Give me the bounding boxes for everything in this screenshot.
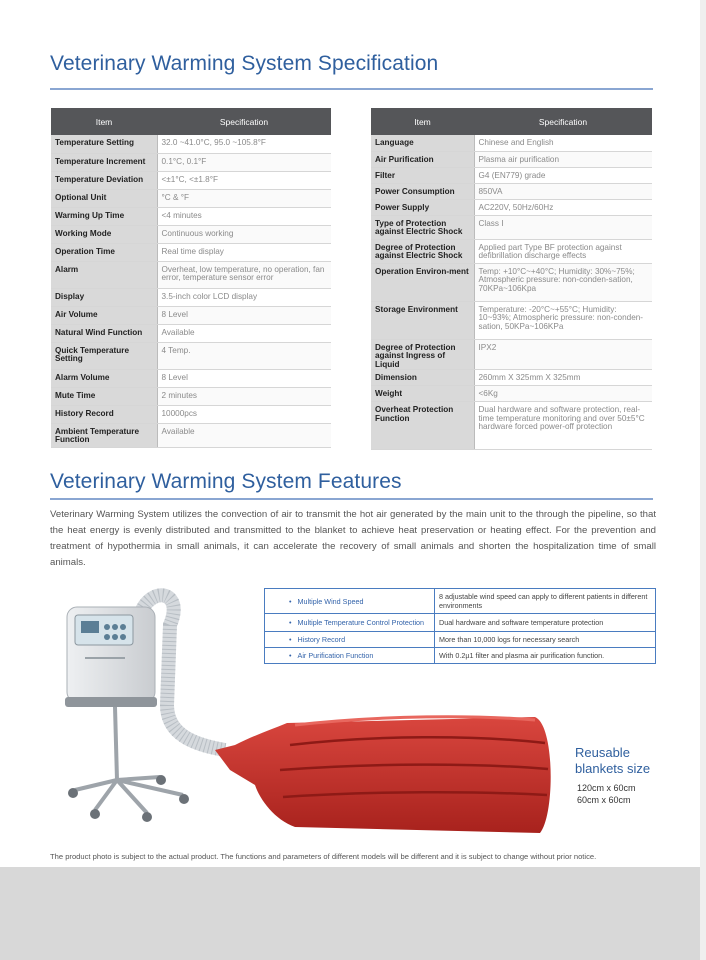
left-spec-item-value: Overheat, low temperature, no operation, fan error, temperature sensor error bbox=[157, 261, 331, 288]
right-spec-table bbox=[371, 108, 652, 450]
left-spec-item-label: Air Volume bbox=[51, 306, 157, 324]
right-spec-item-label: Type of Protection against Electric Shock bbox=[371, 215, 474, 239]
feature-name: • Multiple Wind Speed bbox=[265, 589, 435, 614]
left-spec-row bbox=[51, 171, 331, 189]
footer-band bbox=[0, 867, 706, 960]
feature-name: • Multiple Temperature Control Protection bbox=[265, 614, 435, 632]
right-spec-item-value: Chinese and English bbox=[474, 135, 652, 151]
left-spec-item-value: 8 Level bbox=[157, 369, 331, 387]
right-spec-item-label: Air Purification bbox=[371, 151, 474, 167]
left-spec-item-label: Operation Time bbox=[51, 243, 157, 261]
right-spec-item-label: Language bbox=[371, 135, 474, 151]
right-spec-item-value: Applied part Type BF protection against defibrillation discharge effects bbox=[474, 239, 652, 263]
left-spec-item-value: 8 Level bbox=[157, 306, 331, 324]
blanket-sizes bbox=[577, 782, 636, 806]
title-divider bbox=[50, 88, 653, 90]
right-spec-item-label: Operation Environ-ment bbox=[371, 263, 474, 301]
right-spec-item-label: Overheat Protection Function bbox=[371, 402, 474, 450]
left-spec-item-label: Working Mode bbox=[51, 225, 157, 243]
right-spec-row bbox=[371, 183, 652, 199]
left-spec-item-label: Optional Unit bbox=[51, 189, 157, 207]
left-spec-item-value: Real time display bbox=[157, 243, 331, 261]
right-spec-item-label: Weight bbox=[371, 386, 474, 402]
blanket-title-line1: Reusable bbox=[575, 745, 630, 760]
features-paragraph: Veterinary Warming System utilizes the convection of air to transmit the hot air generated by the main unit to the through the pipeline, so that the heat energy is evenly distributed and transmitted to the blanket to achieve heat preservation or heating effect. For the prevention and treatment of hypothermia in small animals, it can accelerate the recovery of small animals and shorten the hospitalization time of small animals. bbox=[50, 509, 656, 568]
right-spec-row bbox=[371, 199, 652, 215]
left-spec-row bbox=[51, 342, 331, 369]
right-spec-item-value: IPX2 bbox=[474, 339, 652, 370]
feature-name: • Air Purification Function bbox=[265, 648, 435, 664]
right-spec-item-value: Temperature: -20°C~+55°C; Humidity: 10~93%; Atmospheric pressure: non-conden-sation, 50KPa~106KPa bbox=[474, 301, 652, 339]
left-spec-item-label: Temperature Deviation bbox=[51, 171, 157, 189]
right-spec-row bbox=[371, 151, 652, 167]
left-spec-item-value: <4 minutes bbox=[157, 207, 331, 225]
left-spec-row bbox=[51, 288, 331, 306]
left-spec-item-value: Continuous working bbox=[157, 225, 331, 243]
feature-description: 8 adjustable wind speed can apply to different patients in different environments bbox=[435, 589, 656, 614]
right-spec-item-value: AC220V, 50Hz/60Hz bbox=[474, 199, 652, 215]
right-spec-item-label: Dimension bbox=[371, 370, 474, 386]
right-spec-item-value: 850VA bbox=[474, 183, 652, 199]
right-spec-row bbox=[371, 135, 652, 151]
left-spec-item-value: 2 minutes bbox=[157, 387, 331, 405]
left-spec-row bbox=[51, 405, 331, 423]
right-spec-item-value: 260mm X 325mm X 325mm bbox=[474, 370, 652, 386]
left-spec-row bbox=[51, 189, 331, 207]
left-spec-item-value: 10000pcs bbox=[157, 405, 331, 423]
spec-section-title: Veterinary Warming System Specification bbox=[50, 52, 439, 75]
left-spec-item-value: 0.1°C, 0.1°F bbox=[157, 153, 331, 171]
warming-blanket bbox=[215, 717, 551, 833]
right-spec-item-value: Temp: +10°C~+40°C; Humidity: 30%~75%; Atmospheric pressure: non-conden-sation, 70KPa~106Kpa bbox=[474, 263, 652, 301]
left-spec-row bbox=[51, 387, 331, 405]
page-edge bbox=[700, 0, 706, 960]
left-spec-item-label: History Record bbox=[51, 405, 157, 423]
right-spec-item-label: Storage Environment bbox=[371, 301, 474, 339]
right-spec-row bbox=[371, 402, 652, 450]
right-spec-row bbox=[371, 301, 652, 339]
left-spec-row bbox=[51, 306, 331, 324]
right-header-item: Item bbox=[371, 108, 474, 135]
left-spec-row bbox=[51, 243, 331, 261]
left-spec-item-value: 32.0 ~41.0°C, 95.0 ~105.8°F bbox=[157, 135, 331, 153]
left-spec-row bbox=[51, 369, 331, 387]
feature-description: Dual hardware and software temperature protection bbox=[435, 614, 656, 632]
left-spec-item-label: Natural Wind Function bbox=[51, 324, 157, 342]
left-spec-item-value: Available bbox=[157, 423, 331, 447]
right-spec-row bbox=[371, 339, 652, 370]
right-spec-item-value: Class I bbox=[474, 215, 652, 239]
right-spec-item-value: Plasma air purification bbox=[474, 151, 652, 167]
blanket-size-1: 120cm x 60cm bbox=[577, 783, 636, 793]
product-illustration bbox=[55, 585, 575, 840]
right-spec-row bbox=[371, 370, 652, 386]
right-spec-row bbox=[371, 239, 652, 263]
feature-description: With 0.2µ1 filter and plasma air purification function. bbox=[435, 648, 656, 664]
left-spec-item-label: Alarm Volume bbox=[51, 369, 157, 387]
right-spec-item-label: Degree of Protection against Ingress of Liquid bbox=[371, 339, 474, 370]
left-spec-item-value: °C & °F bbox=[157, 189, 331, 207]
left-spec-item-value: 4 Temp. bbox=[157, 342, 331, 369]
disclaimer-note: The product photo is subject to the actual product. The functions and parameters of different models will be different and it is subject to change without prior notice. bbox=[50, 852, 597, 861]
right-spec-item-value: Dual hardware and software protection, real-time temperature monitoring and over 50±5°C hardware forced power-off protection bbox=[474, 402, 652, 450]
left-spec-row bbox=[51, 135, 331, 153]
left-spec-row bbox=[51, 225, 331, 243]
left-spec-item-label: Display bbox=[51, 288, 157, 306]
blanket-size-2: 60cm x 60cm bbox=[577, 795, 631, 805]
left-header-spec: Specification bbox=[157, 108, 331, 135]
right-spec-item-value: <6Kg bbox=[474, 386, 652, 402]
right-spec-item-label: Degree of Protection against Electric Shock bbox=[371, 239, 474, 263]
right-header-spec: Specification bbox=[474, 108, 652, 135]
warming-unit bbox=[65, 607, 157, 707]
right-spec-row bbox=[371, 386, 652, 402]
left-spec-item-value: Available bbox=[157, 324, 331, 342]
right-spec-item-label: Filter bbox=[371, 167, 474, 183]
right-spec-item-label: Power Consumption bbox=[371, 183, 474, 199]
blanket-title-line2: blankets size bbox=[575, 761, 651, 776]
feature-description: More than 10,000 logs for necessary search bbox=[435, 632, 656, 648]
left-spec-item-label: Ambient Temperature Function bbox=[51, 423, 157, 447]
right-spec-row bbox=[371, 215, 652, 239]
left-spec-item-value: <±1°C, <±1.8°F bbox=[157, 171, 331, 189]
left-spec-item-label: Temperature Setting bbox=[51, 135, 157, 153]
left-spec-item-value: 3.5-inch color LCD display bbox=[157, 288, 331, 306]
left-spec-item-label: Warming Up Time bbox=[51, 207, 157, 225]
right-spec-row bbox=[371, 167, 652, 183]
left-spec-item-label: Quick Temperature Setting bbox=[51, 342, 157, 369]
left-spec-row bbox=[51, 423, 331, 447]
left-spec-item-label: Mute Time bbox=[51, 387, 157, 405]
features-section-title: Veterinary Warming System Features bbox=[50, 470, 402, 493]
right-spec-row bbox=[371, 263, 652, 301]
left-spec-item-label: Alarm bbox=[51, 261, 157, 288]
features-divider bbox=[50, 498, 653, 500]
left-spec-table bbox=[51, 108, 331, 448]
right-spec-item-label: Power Supply bbox=[371, 199, 474, 215]
left-header-item: Item bbox=[51, 108, 157, 135]
left-spec-row bbox=[51, 261, 331, 288]
feature-name: • History Record bbox=[265, 632, 435, 648]
left-spec-row bbox=[51, 324, 331, 342]
right-spec-item-value: G4 (EN779) grade bbox=[474, 167, 652, 183]
left-spec-row bbox=[51, 207, 331, 225]
left-spec-item-label: Temperature Increment bbox=[51, 153, 157, 171]
blanket-title bbox=[575, 745, 650, 777]
left-spec-row bbox=[51, 153, 331, 171]
